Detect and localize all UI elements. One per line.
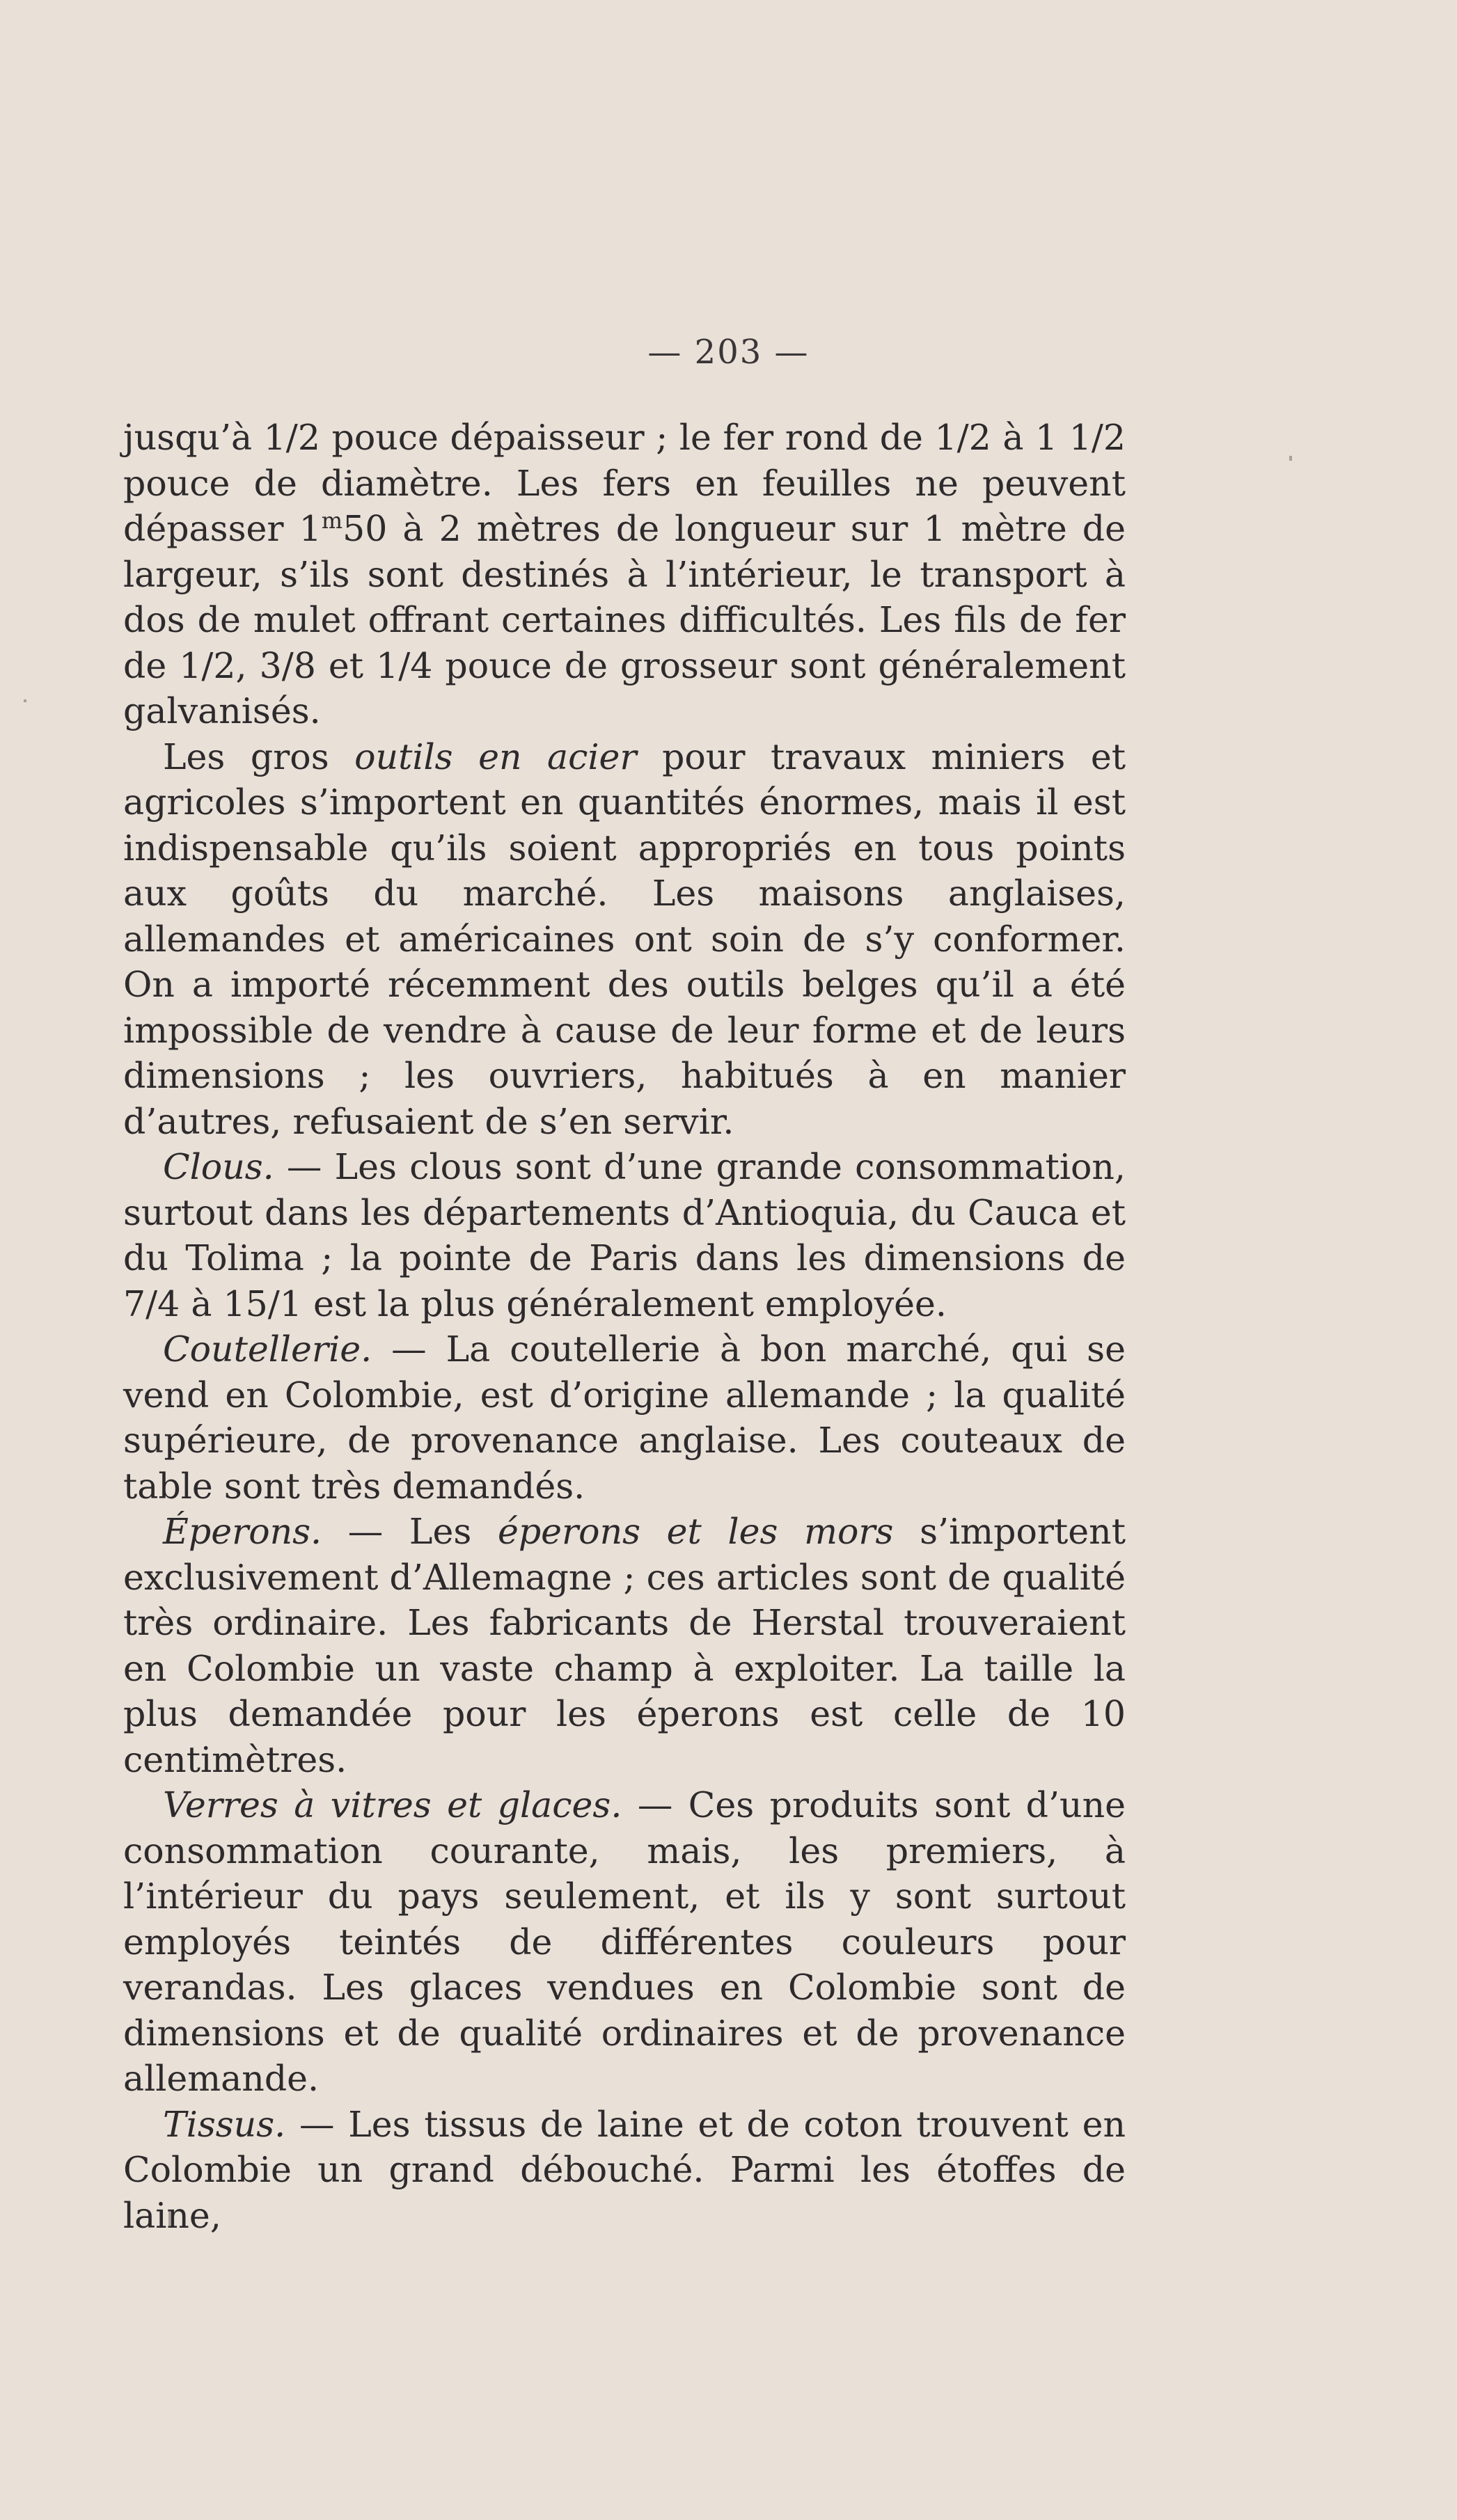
- paragraph-verres: [123, 1782, 1126, 2102]
- eperons-heading: Éperons.: [163, 1511, 322, 1552]
- paragraph-clous: [123, 1144, 1126, 1326]
- verres-text: — Ces produits sont d’une consommation courante, mais, les premiers, à l’intérieur du pays seulement, et ils y sont surtout employés teintés de différentes couleurs pour verandas. Les glaces vendues en Colombie sont de dimensions et de qualité ordinaires et de provenance allemande.: [123, 1784, 1126, 2099]
- paragraph-metals: [123, 415, 1126, 734]
- page-number: — 203 —: [647, 333, 810, 372]
- tools-italic-term: outils en acier: [354, 736, 637, 777]
- paper-speck: [24, 699, 26, 702]
- eperons-italic-term: éperons et les mors: [497, 1511, 894, 1552]
- coutellerie-text: — La coutellerie à bon marché, qui se vend en Colombie, est d’origine allemande ; la qualité supérieure, de provenance anglaise. Les couteaux de table sont très demandés.: [123, 1329, 1126, 1507]
- eperons-text: s’importent exclusivement d’Allemagne ; ces articles sont de qualité très ordinaire. Les fabricants de Herstal trouveraient en Colombie un vaste champ à exploiter. La taille la plus demandée pour les éperons est celle de 10 centimètres.: [123, 1511, 1126, 1780]
- paragraph-tools: [123, 734, 1126, 1145]
- verres-heading: Verres à vitres et glaces.: [163, 1784, 622, 1825]
- meter-superscript: m: [321, 507, 343, 534]
- metals-text-end: 50 à 2 mètres de longueur sur 1 mètre de largeur, s’ils sont destinés à l’intérieur, le transport à dos de mulet offrant certaines difficultés. Les fils de fer de 1/2, 3/8 et 1/4 pouce de grosseur sont généralement galvanisés.: [123, 508, 1126, 731]
- eperons-text-pre: — Les: [322, 1511, 498, 1552]
- clous-text: — Les clous sont d’une grande consommation, surtout dans les départements d’Antioquia, du Cauca et du Tolima ; la pointe de Paris dans les dimensions de 7/4 à 15/1 est la plus généralement employée.: [123, 1146, 1126, 1324]
- paper-speck: [1289, 456, 1292, 461]
- tissus-text: — Les tissus de laine et de coton trouvent en Colombie un grand débouché. Parmi les étoffes de laine,: [123, 2103, 1126, 2236]
- tissus-heading: Tissus.: [163, 2103, 286, 2145]
- metals-text-start: jusqu’à 1/2 pouce dépaisseur ; le fer rond de 1/2 à 1 1/2 pouce de diamètre. Les fers en feuilles ne peuvent dépasser 1: [123, 417, 1126, 549]
- paragraph-eperons: [123, 1509, 1126, 1782]
- paper-speck: [168, 2210, 171, 2227]
- paragraph-tissus: [123, 2102, 1126, 2239]
- coutellerie-heading: Coutellerie.: [163, 1329, 372, 1370]
- tools-text: pour travaux miniers et agricoles s’importent en quantités énormes, mais il est indispensable qu’ils soient appropriés en tous points aux goûts du marché. Les maisons anglaises, allemandes et américaines ont soin de s’y conformer. On a importé récemment des outils belges qu’il a été impossible de vendre à cause de leur forme et de leurs dimensions ; les ouvriers, habitués à en manier d’autres, refusaient de s’en servir.: [123, 736, 1126, 1142]
- paragraph-coutellerie: [123, 1326, 1126, 1509]
- body-text: [123, 415, 1126, 2238]
- tools-text-pre: Les gros: [163, 736, 355, 777]
- clous-heading: Clous.: [163, 1146, 274, 1187]
